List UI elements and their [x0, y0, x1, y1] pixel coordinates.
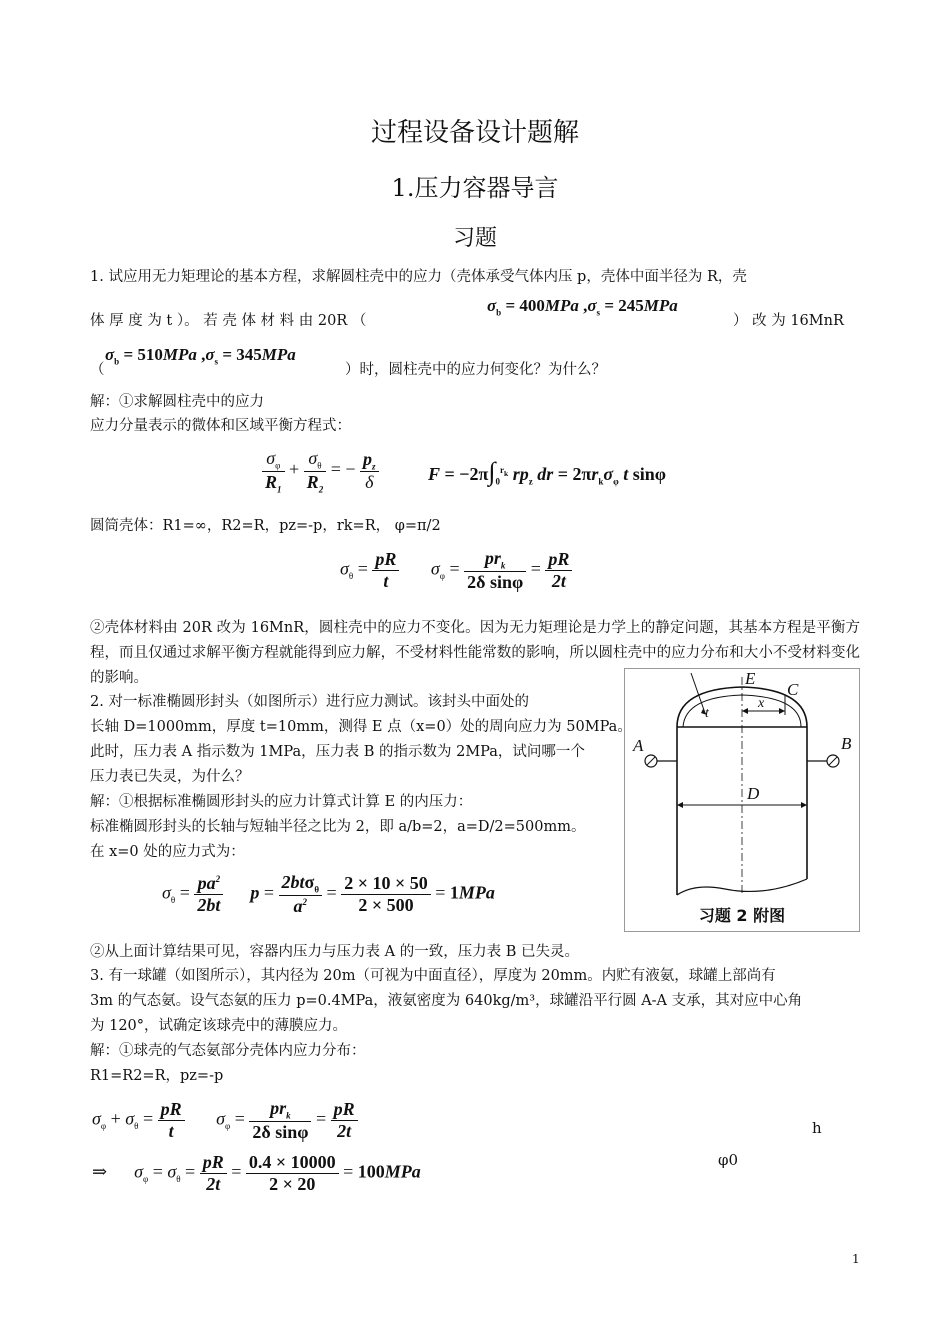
ellipsoidal-head-figure	[624, 668, 860, 932]
problem3-line3: 为 120°，试确定该球壳中的薄膜应力。	[90, 1018, 348, 1034]
label-C: C	[787, 680, 799, 699]
ellipsoidal-head-drawing	[625, 669, 859, 931]
area-equilibrium-equation: $F = -2\pi\int_0^{r_k}$ $rp_z$ dr = $2\pi r_k\sigma_\varphi$ t sinφ	[428, 457, 666, 487]
problem3-line5: R1=R2=R，pz=-p	[90, 1068, 224, 1084]
document-title: 过程设备设计题解	[370, 118, 579, 148]
problem3-line2: 3m 的气态氨。设气态氨的压力 p=0.4MPa，液氨密度为 640kg/m³，球罐沿平行圆 A-A 支承，其对应中心角	[90, 993, 803, 1009]
label-x: x	[758, 696, 765, 711]
label-B: B	[841, 734, 852, 753]
problem2-line2: 长轴 D=1000mm，厚度 t=10mm，测得 E 点（x=0）处的周向应力为 50MPa。	[90, 719, 632, 735]
problem2-conclusion: ②从上面计算结果可见，容器内压力与压力表 A 的一致，压力表 B 已失灵。	[90, 944, 580, 960]
problem3-line1: 3. 有一球罐（如图所示），其内径为 20m（可视为中面直径），厚度为 20mm。内贮有液氨，球罐上部尚有	[90, 968, 776, 984]
cylinder-conditions: 圆筒壳体：R1=∞，R2=R，pz=-p，rk=R， φ=π/2	[90, 518, 441, 534]
equilibrium-equation: $\frac{\sigma_\varphi}{R_1}$ + $\frac{\sigma_\theta}{R_2}$ = − $\frac{p_z}{\delta}$	[262, 448, 379, 494]
figure-caption: 习题 2 附图	[698, 906, 786, 925]
material-16MnR-formula: $\sigma_b = 510MPa$ $,\sigma_s = 345MPa$	[105, 345, 296, 367]
sphere-gas-stress-result: ⇒ $\sigma_\varphi = \sigma_\theta$ = $\frac{pR}{2t}$ = $\frac{0.4 \times 10000}{2 \times 20}$ = 100MPa	[92, 1152, 421, 1194]
problem2-equations: $\sigma_\theta$ = $\frac{pa^2}{2bt}$ p = $\frac{2bt\sigma_\theta}{a^2}$ = $\frac{2 \times 10 \times 50}{2 \times 500}$ = 1MPa	[162, 872, 495, 916]
problem2-line7: 在 x=0 处的应力式为：	[90, 844, 245, 860]
cylinder-stress-formulas: $\sigma_\theta$ = $\frac{pR}{t}$ $\sigma_\varphi$ = $\frac{pr_k}{\text{2δ sinφ}}$ = $\frac{pR}{2t}$	[340, 548, 572, 593]
figure-label-h: h	[812, 1119, 822, 1137]
solution1-step2: 应力分量表示的微体和区域平衡方程式：	[90, 418, 351, 434]
sphere-stress-formulas: $\sigma_\varphi + \sigma_\theta$ = $\frac{pR}{t}$ $\sigma_\varphi$ = $\frac{pr_k}{\text{2δ sinφ}}$ = $\frac{pR}{2t}$	[92, 1098, 358, 1143]
problem1-line1: 1. 试应用无力矩理论的基本方程，求解圆柱壳中的应力（壳体承受气体内压 p，壳体中面半径为 R，壳	[90, 269, 747, 285]
chapter-heading: 1.压力容器导言	[391, 174, 559, 202]
problem1-line3b: ）时，圆柱壳中的应力何变化？为什么？	[345, 362, 606, 378]
solution1-step1: 解：①求解圆柱壳中的应力	[90, 394, 264, 410]
problem2-line5: 解：①根据标准椭圆形封头的应力计算式计算 E 的内压力：	[90, 794, 473, 810]
label-E: E	[745, 669, 756, 688]
problem2-line6: 标准椭圆形封头的长轴与短轴半径之比为 2，即 a/b=2，a=D/2=500mm。	[90, 819, 586, 835]
label-D: D	[747, 784, 760, 803]
problem1-conclusion: ②壳体材料由 20R 改为 16MnR，圆柱壳中的应力不变化。因为无力矩理论是力学上的静定问题，其基本方程是平衡方程，而且仅通过求解平衡方程就能得到应力解，不受材料性能常数的影响，所以圆柱壳中的应力分布和大小不受材料变化的影响。	[90, 620, 860, 686]
section-heading: 习题	[452, 226, 497, 251]
problem3-line4: 解：①球壳的气态氨部分壳体内应力分布：	[90, 1043, 366, 1059]
problem2-line4: 压力表已失灵，为什么？	[90, 769, 250, 785]
problem2-line1: 2. 对一标准椭圆形封头（如图所示）进行应力测试。该封头中面处的	[90, 694, 529, 710]
problem2-line3: 此时，压力表 A 指示数为 1MPa，压力表 B 的指示数为 2MPa，试问哪一个	[90, 744, 585, 760]
label-t: t	[705, 706, 709, 721]
label-A: A	[633, 736, 644, 755]
material-20R-formula: $\sigma_b = 400MPa$ $,\sigma_s = 245MPa$	[487, 296, 678, 318]
figure-label-phi0: φ0	[718, 1151, 739, 1169]
page-number: 1	[852, 1252, 860, 1266]
problem1-line2b: ） 改 为 16MnR	[733, 313, 844, 329]
problem1-line2a: 体 厚 度 为 t ）。 若 壳 体 材 料 由 20R （	[90, 313, 367, 329]
problem1-line3a: （	[90, 362, 105, 378]
